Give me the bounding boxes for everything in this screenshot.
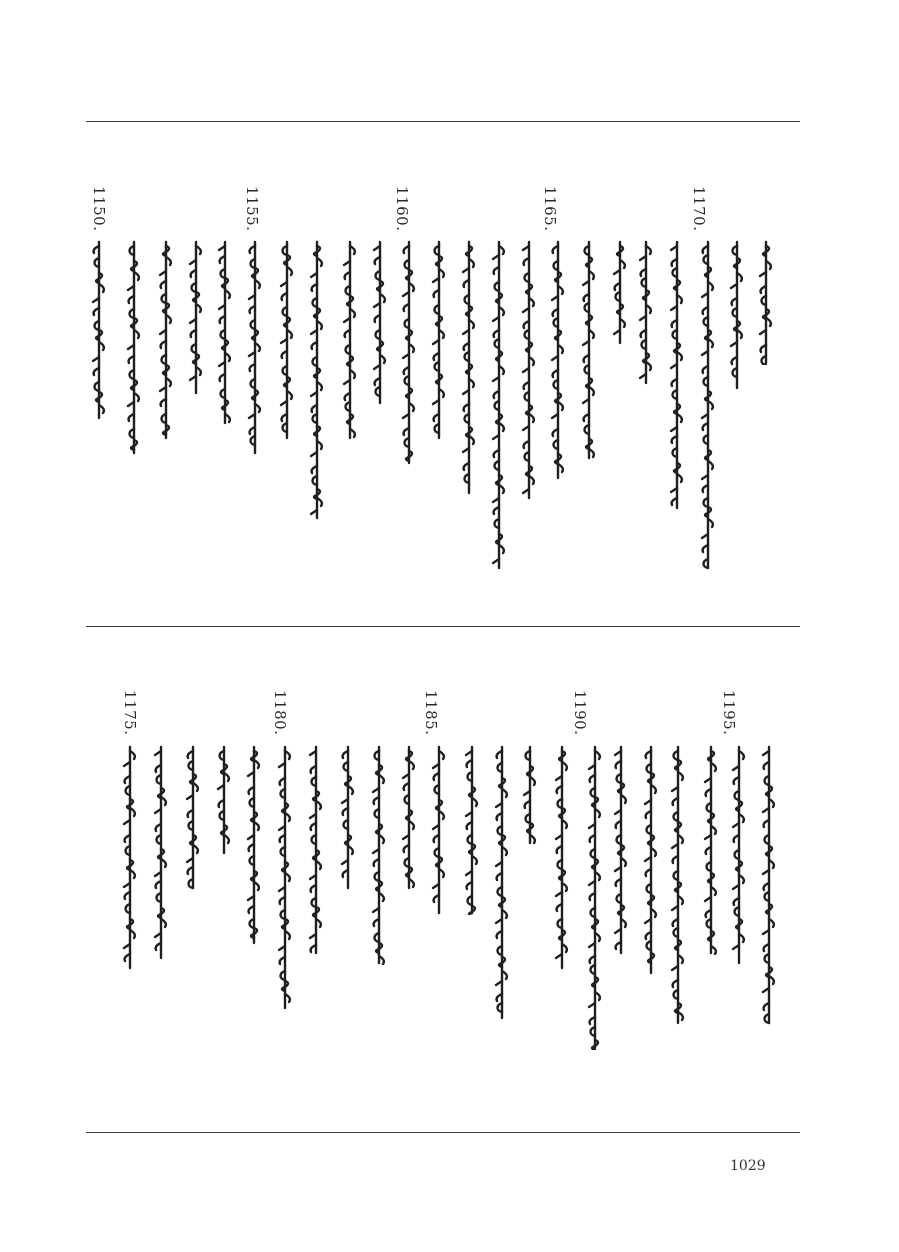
script-line — [549, 240, 567, 480]
verse-number: 1155. — [243, 186, 261, 232]
script-line — [669, 745, 687, 1025]
script-line — [611, 240, 629, 345]
script-line — [157, 240, 175, 440]
script-line — [430, 745, 448, 915]
script-line — [553, 745, 571, 970]
script-line — [521, 745, 539, 845]
script-line — [702, 745, 720, 955]
script-line — [580, 240, 598, 460]
script-line — [278, 240, 296, 440]
script-line — [637, 240, 655, 385]
script-line — [760, 745, 778, 1025]
script-line — [339, 745, 357, 890]
script-line — [699, 240, 717, 570]
script-line — [612, 745, 630, 955]
script-line — [245, 745, 263, 945]
verse-number: 1165. — [541, 186, 559, 232]
script-line — [400, 745, 418, 890]
script-line — [728, 240, 746, 390]
script-line — [307, 745, 325, 955]
verse-number: 1190. — [571, 690, 589, 736]
script-line — [493, 745, 511, 1020]
script-line — [187, 240, 205, 395]
script-line — [463, 745, 481, 915]
script-line — [490, 240, 508, 570]
top-rule — [86, 121, 800, 122]
script-line — [668, 240, 686, 510]
script-line — [642, 745, 660, 975]
verse-number: 1150. — [90, 186, 108, 232]
script-line — [430, 240, 448, 440]
verse-number: 1185. — [422, 690, 440, 736]
script-line — [757, 240, 775, 365]
script-line — [216, 240, 234, 425]
script-line — [152, 745, 170, 960]
script-line — [400, 240, 418, 465]
script-line — [215, 745, 233, 855]
script-line — [125, 240, 143, 455]
script-line — [460, 240, 478, 495]
verse-number: 1175. — [121, 690, 139, 736]
script-line — [730, 745, 748, 965]
bottom-rule — [86, 1132, 800, 1133]
script-line — [370, 745, 388, 965]
page-number: 1029 — [730, 1158, 766, 1174]
script-line — [520, 240, 538, 500]
verse-number: 1195. — [720, 690, 738, 736]
script-line — [246, 240, 264, 455]
script-line — [371, 240, 389, 405]
verse-number: 1160. — [393, 186, 411, 232]
verse-number: 1180. — [271, 690, 289, 736]
script-line — [121, 745, 139, 970]
middle-rule — [86, 626, 800, 627]
script-line — [276, 745, 294, 1010]
script-line — [184, 745, 202, 890]
script-line — [90, 240, 108, 420]
script-line — [341, 240, 359, 440]
verse-number: 1170. — [690, 186, 708, 232]
script-line — [308, 240, 326, 520]
script-line — [586, 745, 604, 1050]
